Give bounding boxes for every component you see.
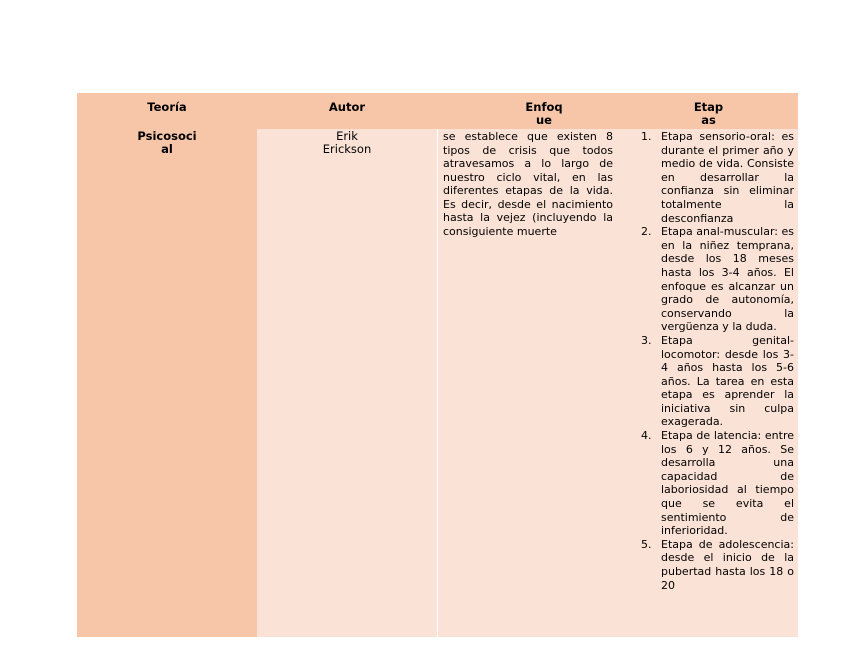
stage-text: Etapa genital-locomotor: desde los 3-4 años hasta los 5-6 años. La tarea en esta etapa es aprender la iniciativa sin culpa exagerada. xyxy=(661,333,794,429)
header-theory: Teoría xyxy=(147,100,187,114)
header-stages: Etap as xyxy=(693,100,724,127)
theory-table xyxy=(77,93,798,637)
stage-item xyxy=(639,538,794,592)
stage-number: 5. xyxy=(641,537,652,551)
stage-text: Etapa de adolescencia: desde el inicio de la pubertad hasta los 18 o 20 xyxy=(661,537,794,592)
stage-number: 4. xyxy=(641,429,652,443)
stage-item xyxy=(639,334,794,429)
stage-number: 3. xyxy=(641,333,652,347)
stage-text: Etapa sensorio-oral: es durante el primer año y medio de vida. Consiste en desarrollar la confianza sin eliminar totalmente la desconfianza xyxy=(661,130,794,225)
header-approach: Enfoq ue xyxy=(525,100,563,127)
cell-theory: Psicosoci al xyxy=(137,129,197,156)
stage-item xyxy=(639,225,794,334)
stage-item xyxy=(639,130,794,225)
stage-number: 1. xyxy=(641,130,652,143)
theory-column xyxy=(77,93,257,637)
cell-approach: se establece que existen 8 tipos de crisis que todos atravesamos a lo largo de nuestro ciclo vital, en las diferentes etapas de la vida. Es decir, desde el nacimiento hasta la vejez (incluyendo la consiguiente muerte xyxy=(443,130,613,238)
stage-text: Etapa anal-muscular: es en la niñez temprana, desde los 18 meses hasta los 3-4 años. El enfoque es alcanzar un grado de autonomía, conservando la vergüenza y la duda. xyxy=(661,225,794,334)
author-column xyxy=(257,93,437,637)
table-header xyxy=(77,93,798,129)
cell-author: Erik Erickson xyxy=(322,129,372,156)
stage-text: Etapa de latencia: entre los 6 y 12 años. Se desarrolla una capacidad de laboriosidad al tiempo que se evita el sentimiento de inferioridad. xyxy=(661,429,794,538)
stage-item xyxy=(639,429,794,538)
stages-list xyxy=(639,130,794,592)
stage-number: 2. xyxy=(641,225,652,239)
header-author: Autor xyxy=(328,100,366,114)
